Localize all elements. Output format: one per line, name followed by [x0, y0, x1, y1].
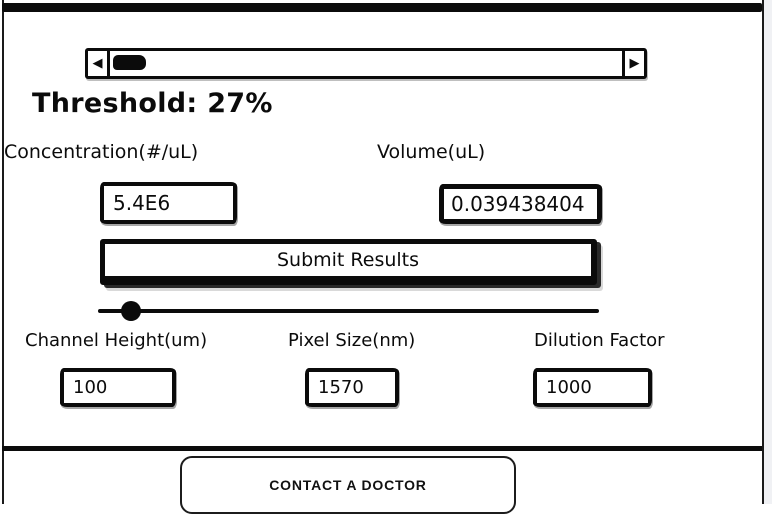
scrollbar-track[interactable]: [110, 51, 622, 76]
volume-label: Volume(uL): [377, 141, 486, 163]
concentration-input[interactable]: [100, 182, 237, 224]
pixel-size-label: Pixel Size(nm): [288, 330, 416, 351]
threshold-slider-track[interactable]: [98, 309, 599, 313]
dilution-factor-input[interactable]: [533, 368, 652, 407]
right-arrow-icon: ▶: [629, 56, 640, 71]
scrollbar-thumb[interactable]: [113, 55, 146, 70]
concentration-label: Concentration(#/uL): [4, 141, 199, 163]
dilution-factor-label: Dilution Factor: [534, 330, 665, 351]
horizontal-scrollbar[interactable]: [85, 48, 647, 79]
scrollbar-left-button[interactable]: [88, 51, 110, 76]
left-arrow-icon: ◀: [92, 56, 103, 71]
top-divider-bar: [2, 3, 762, 12]
volume-input[interactable]: [439, 184, 602, 224]
channel-height-label: Channel Height(um): [25, 330, 208, 351]
window-left-border: [2, 0, 4, 504]
pixel-size-input[interactable]: [305, 368, 399, 407]
submit-results-button[interactable]: Submit Results: [100, 239, 597, 285]
channel-height-input[interactable]: [60, 368, 176, 407]
threshold-heading: Threshold: 27%: [32, 88, 273, 119]
bottom-divider-bar: [2, 446, 762, 451]
page-right-gutter: [764, 0, 772, 504]
threshold-slider-thumb[interactable]: [121, 301, 141, 321]
contact-doctor-button[interactable]: CONTACT A DOCTOR: [180, 456, 516, 514]
window-right-border: [762, 0, 764, 504]
scrollbar-right-button[interactable]: [622, 51, 644, 76]
